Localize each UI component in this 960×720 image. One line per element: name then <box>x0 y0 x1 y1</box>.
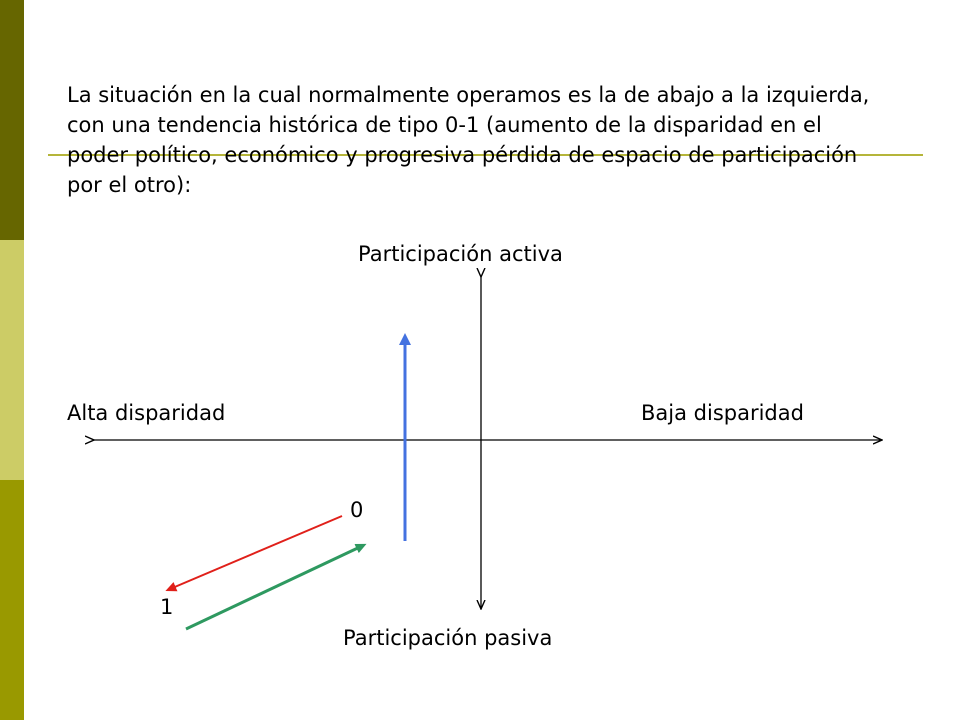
red-trend-arrow <box>170 516 342 589</box>
green-return-arrow <box>186 546 362 629</box>
end-marker-label: 1 <box>160 595 174 619</box>
slide-paragraph: La situación en la cual normalmente operamos es la de abajo a la izquierda, con una tendencia histórica de tipo 0-1 (aumento de la disparidad en el poder político, económico y progresiva pérdida de espacio de participación por el otro): <box>67 83 870 197</box>
axis-top-label: Participación activa <box>358 242 563 266</box>
axis-left-label: Alta disparidad <box>67 401 226 425</box>
start-marker-label: 0 <box>350 498 364 522</box>
axis-right-label: Baja disparidad <box>641 401 804 425</box>
axis-bottom-label: Participación pasiva <box>343 626 553 650</box>
